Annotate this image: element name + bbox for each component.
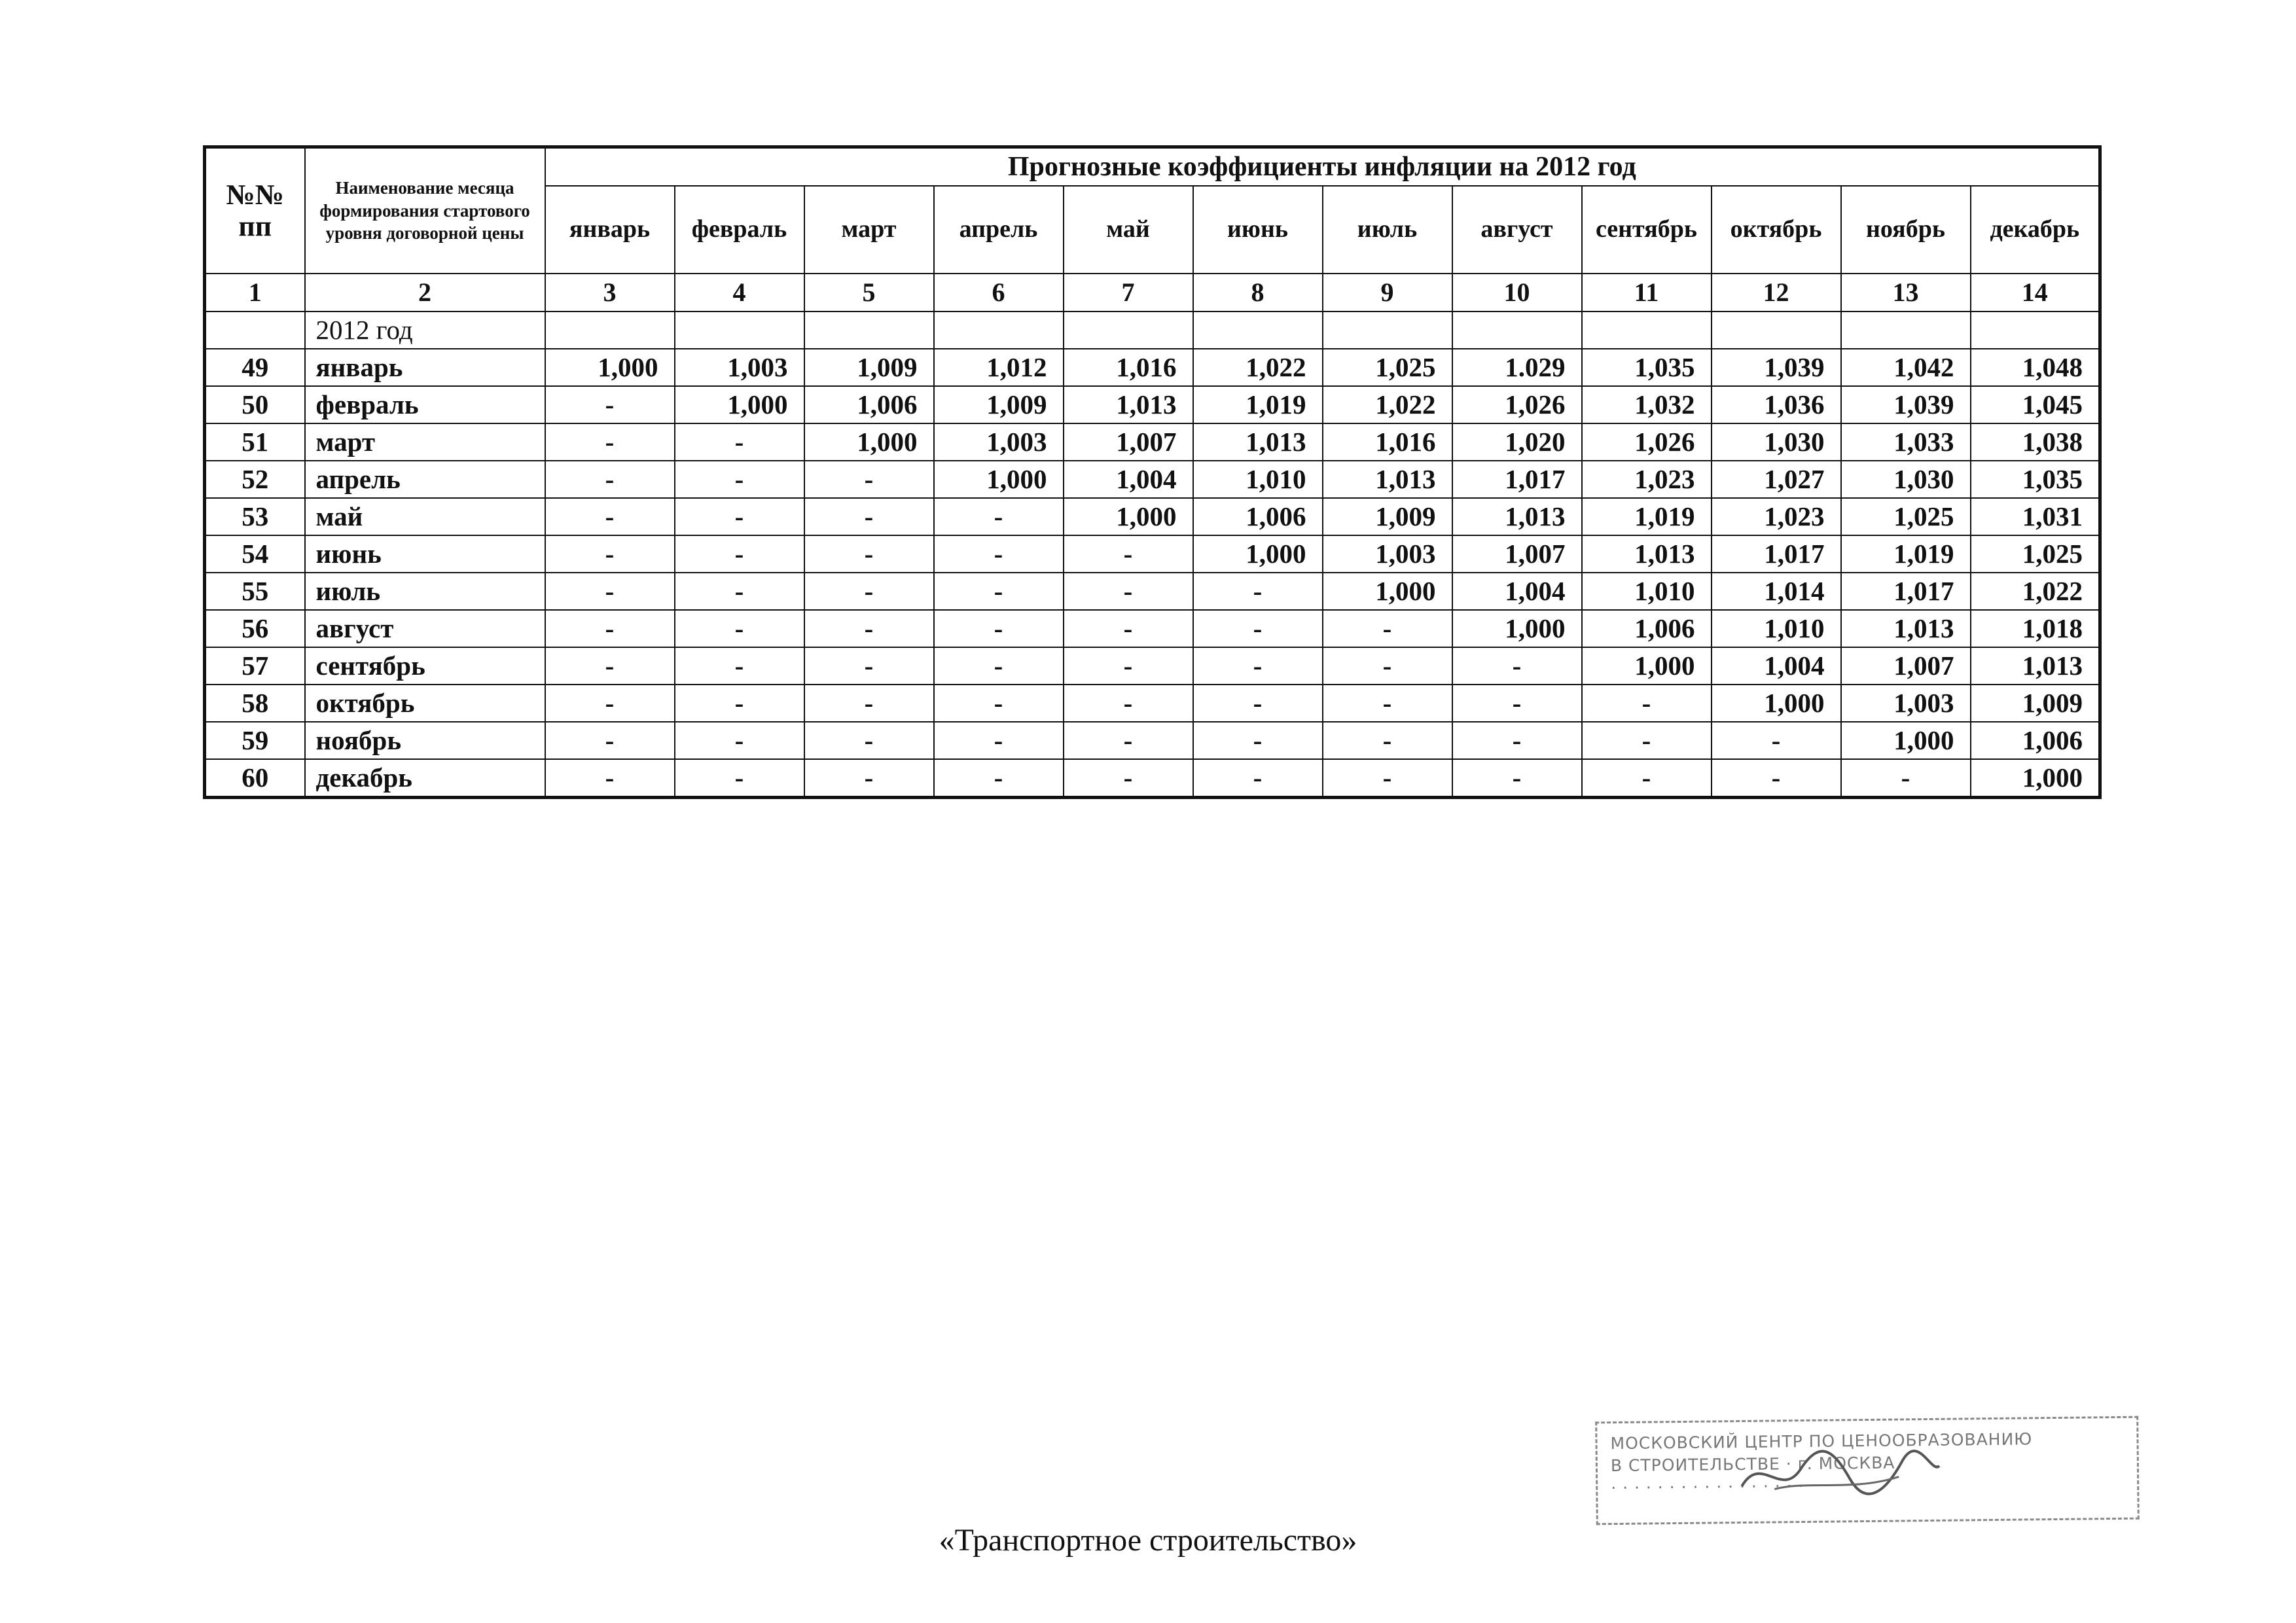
row-month-name: октябрь (305, 685, 545, 722)
coefficient-cell: - (804, 647, 934, 685)
coefficient-cell: 1,048 (1971, 349, 2100, 386)
coefficient-cell: 1,019 (1193, 386, 1323, 423)
coefficient-cell: 1,017 (1712, 535, 1841, 573)
coefficient-cell: - (1582, 722, 1712, 759)
table-row (205, 647, 2100, 685)
header-coefficients-group: Прогнозные коэффициенты инфляции на 2012 год (545, 147, 2100, 187)
coefficient-cell: 1,006 (1582, 610, 1712, 647)
coefficient-cell: - (804, 759, 934, 798)
coefficient-cell: 1,022 (1323, 386, 1452, 423)
coefficient-cell: - (1452, 722, 1582, 759)
header-num: №№ пп (205, 147, 305, 274)
coefficient-cell: 1,023 (1712, 498, 1841, 535)
row-number: 51 (205, 423, 305, 461)
column-number-cell: 9 (1323, 274, 1452, 312)
coefficient-cell: 1,009 (1971, 685, 2100, 722)
coefficient-cell: - (934, 647, 1064, 685)
row-month-name: июнь (305, 535, 545, 573)
coefficient-cell: 1,004 (1712, 647, 1841, 685)
coefficient-cell: - (804, 610, 934, 647)
coefficient-cell: - (1193, 647, 1323, 685)
row-month-name: июль (305, 573, 545, 610)
coefficient-cell: 1,027 (1712, 461, 1841, 498)
row-number: 54 (205, 535, 305, 573)
coefficient-cell: - (804, 722, 934, 759)
coefficient-cell: - (545, 386, 675, 423)
column-number-cell: 2 (305, 274, 545, 312)
coefficient-cell: - (675, 647, 804, 685)
coefficient-cell: - (545, 722, 675, 759)
coefficient-cell: 1,000 (675, 386, 804, 423)
coefficient-cell: - (675, 722, 804, 759)
coefficient-cell: 1,000 (1582, 647, 1712, 685)
coefficient-cell: - (675, 610, 804, 647)
coefficient-cell: - (545, 423, 675, 461)
coefficient-cell: - (675, 461, 804, 498)
year-empty-cell (1582, 312, 1712, 349)
row-number: 60 (205, 759, 305, 798)
coefficient-cell: 1,033 (1841, 423, 1971, 461)
coefficient-cell: - (1323, 647, 1452, 685)
coefficient-cell: - (675, 498, 804, 535)
column-number-cell: 4 (675, 274, 804, 312)
year-num-cell (205, 312, 305, 349)
year-empty-cell (934, 312, 1064, 349)
table-row (205, 685, 2100, 722)
coefficient-cell: 1,009 (934, 386, 1064, 423)
coefficient-cell: - (1323, 722, 1452, 759)
year-empty-cell (1193, 312, 1323, 349)
coefficient-cell: 1,000 (804, 423, 934, 461)
row-number: 50 (205, 386, 305, 423)
coefficient-cell: 1,000 (1841, 722, 1971, 759)
coefficient-cell: - (545, 647, 675, 685)
coefficient-cell: 1,004 (1064, 461, 1193, 498)
column-number-cell: 3 (545, 274, 675, 312)
header-month-12: декабрь (1971, 186, 2100, 274)
row-number: 58 (205, 685, 305, 722)
coefficient-cell: 1,022 (1193, 349, 1323, 386)
coefficient-cell: 1,006 (1971, 722, 2100, 759)
coefficient-cell: - (675, 759, 804, 798)
coefficient-cell: 1,032 (1582, 386, 1712, 423)
coefficient-cell: - (675, 423, 804, 461)
column-number-cell: 8 (1193, 274, 1323, 312)
coefficient-cell: 1,006 (804, 386, 934, 423)
coefficient-cell: 1,025 (1841, 498, 1971, 535)
coefficient-cell: - (934, 759, 1064, 798)
coefficient-cell: 1,016 (1064, 349, 1193, 386)
coefficient-cell: 1,007 (1064, 423, 1193, 461)
column-number-cell: 10 (1452, 274, 1582, 312)
table-row (205, 610, 2100, 647)
coefficient-cell: - (1193, 722, 1323, 759)
coefficient-cell: 1,000 (1323, 573, 1452, 610)
coefficient-cell: 1,038 (1971, 423, 2100, 461)
header-month-5: май (1064, 186, 1193, 274)
header-month-8: август (1452, 186, 1582, 274)
row-month-name: апрель (305, 461, 545, 498)
year-empty-cell (1064, 312, 1193, 349)
row-month-name: ноябрь (305, 722, 545, 759)
coefficient-cell: 1,006 (1193, 498, 1323, 535)
footer-title: «Транспортное строительство» (939, 1523, 1357, 1558)
row-month-name: март (305, 423, 545, 461)
coefficient-cell: - (545, 573, 675, 610)
coefficient-cell: 1,007 (1452, 535, 1582, 573)
coefficient-cell: 1,014 (1712, 573, 1841, 610)
coefficient-cell: 1,039 (1712, 349, 1841, 386)
coefficient-cell: 1,030 (1712, 423, 1841, 461)
coefficient-cell: 1,035 (1582, 349, 1712, 386)
coefficient-cell: 1,010 (1582, 573, 1712, 610)
year-empty-cell (1452, 312, 1582, 349)
coefficient-cell: 1,003 (1323, 535, 1452, 573)
coefficient-cell: - (545, 610, 675, 647)
coefficient-cell: 1,031 (1971, 498, 2100, 535)
coefficient-cell: - (675, 573, 804, 610)
coefficient-cell: - (934, 535, 1064, 573)
year-empty-cell (545, 312, 675, 349)
coefficient-cell: 1,009 (804, 349, 934, 386)
coefficient-cell: 1,003 (934, 423, 1064, 461)
coefficient-cell: - (1064, 722, 1193, 759)
row-number: 55 (205, 573, 305, 610)
coefficient-cell: - (934, 573, 1064, 610)
coefficient-cell: - (545, 759, 675, 798)
coefficient-cell: 1,000 (1193, 535, 1323, 573)
coefficient-cell: - (675, 685, 804, 722)
header-row-top (205, 147, 2100, 187)
coefficient-cell: - (1064, 573, 1193, 610)
coefficient-cell: 1,000 (1712, 685, 1841, 722)
coefficient-cell: 1,007 (1841, 647, 1971, 685)
coefficient-cell: - (1064, 759, 1193, 798)
coefficient-cell: 1,013 (1841, 610, 1971, 647)
coefficient-cell: - (1452, 759, 1582, 798)
table-row (205, 535, 2100, 573)
approval-stamp (1595, 1416, 2140, 1525)
inflation-coefficients-table (203, 145, 2102, 799)
coefficient-cell: 1,000 (545, 349, 675, 386)
coefficient-cell: 1,009 (1323, 498, 1452, 535)
coefficient-cell: 1,010 (1712, 610, 1841, 647)
table-row (205, 573, 2100, 610)
year-label: 2012 год (305, 312, 545, 349)
header-month-7: июль (1323, 186, 1452, 274)
header-month-6: июнь (1193, 186, 1323, 274)
table-row (205, 759, 2100, 798)
year-empty-cell (1971, 312, 2100, 349)
coefficient-cell: 1,004 (1452, 573, 1582, 610)
coefficient-cell: 1,013 (1452, 498, 1582, 535)
column-number-cell: 6 (934, 274, 1064, 312)
coefficient-cell: 1,017 (1841, 573, 1971, 610)
row-number: 56 (205, 610, 305, 647)
table-row (205, 386, 2100, 423)
table-row (205, 423, 2100, 461)
stamp-line: · · · · · · · · · · · · · · · · · (1611, 1476, 1804, 1497)
coefficient-cell: - (1582, 685, 1712, 722)
column-number-cell: 1 (205, 274, 305, 312)
coefficient-cell: 1,026 (1582, 423, 1712, 461)
coefficient-cell: - (804, 498, 934, 535)
row-month-name: январь (305, 349, 545, 386)
column-number-cell: 13 (1841, 274, 1971, 312)
coefficient-cell: 1,025 (1323, 349, 1452, 386)
row-number: 52 (205, 461, 305, 498)
coefficient-cell: - (934, 498, 1064, 535)
coefficient-cell: 1,026 (1452, 386, 1582, 423)
coefficient-cell: 1,020 (1452, 423, 1582, 461)
coefficient-cell: - (1712, 722, 1841, 759)
coefficient-cell: - (804, 461, 934, 498)
coefficient-cell: 1,003 (675, 349, 804, 386)
coefficient-cell: 1,045 (1971, 386, 2100, 423)
coefficient-cell: 1,018 (1971, 610, 2100, 647)
column-number-cell: 11 (1582, 274, 1712, 312)
coefficient-cell: 1.029 (1452, 349, 1582, 386)
coefficient-cell: - (1452, 685, 1582, 722)
year-empty-cell (804, 312, 934, 349)
coefficient-cell: - (545, 461, 675, 498)
column-numbers-row (205, 274, 2100, 312)
year-empty-cell (1712, 312, 1841, 349)
coefficient-cell: 1,017 (1452, 461, 1582, 498)
coefficient-cell: 1,016 (1323, 423, 1452, 461)
coefficient-cell: - (1841, 759, 1971, 798)
coefficient-cell: - (1582, 759, 1712, 798)
column-number-cell: 7 (1064, 274, 1193, 312)
coefficient-cell: 1,000 (934, 461, 1064, 498)
coefficient-cell: 1,013 (1971, 647, 2100, 685)
coefficient-cell: - (934, 685, 1064, 722)
row-month-name: сентябрь (305, 647, 545, 685)
table-row (205, 498, 2100, 535)
coefficient-cell: - (1323, 759, 1452, 798)
coefficient-cell: - (804, 535, 934, 573)
header-month-name: Наименование месяца формирования стартового уровня договорной цены (305, 147, 545, 274)
header-month-9: сентябрь (1582, 186, 1712, 274)
coefficient-cell: - (675, 535, 804, 573)
coefficient-cell: - (1323, 685, 1452, 722)
coefficient-cell: 1,013 (1193, 423, 1323, 461)
coefficient-cell: 1,003 (1841, 685, 1971, 722)
coefficient-cell: - (1064, 647, 1193, 685)
coefficient-cell: - (545, 685, 675, 722)
row-month-name: май (305, 498, 545, 535)
coefficient-cell: - (1064, 685, 1193, 722)
coefficient-cell: 1,012 (934, 349, 1064, 386)
coefficient-cell: 1,000 (1452, 610, 1582, 647)
row-number: 57 (205, 647, 305, 685)
table-body (205, 274, 2100, 798)
coefficient-cell: 1,000 (1064, 498, 1193, 535)
coefficient-cell: 1,022 (1971, 573, 2100, 610)
coefficient-cell: - (1193, 685, 1323, 722)
coefficient-cell: 1,000 (1971, 759, 2100, 798)
row-month-name: февраль (305, 386, 545, 423)
coefficient-cell: - (1323, 610, 1452, 647)
signature-icon (1735, 1438, 1945, 1506)
table-row (205, 461, 2100, 498)
coefficient-cell: - (1452, 647, 1582, 685)
coefficient-cell: - (804, 573, 934, 610)
year-row (205, 312, 2100, 349)
header-month-2: февраль (675, 186, 804, 274)
year-empty-cell (1323, 312, 1452, 349)
coefficient-cell: 1,013 (1582, 535, 1712, 573)
row-number: 53 (205, 498, 305, 535)
coefficient-cell: - (545, 535, 675, 573)
coefficient-cell: - (1064, 610, 1193, 647)
coefficient-cell: 1,010 (1193, 461, 1323, 498)
coefficient-cell: - (1193, 573, 1323, 610)
stamp-line: МОСКОВСКИЙ ЦЕНТР ПО ЦЕНООБРАЗОВАНИЮ (1610, 1429, 2033, 1454)
column-number-cell: 12 (1712, 274, 1841, 312)
row-month-name: декабрь (305, 759, 545, 798)
coefficient-cell: 1,025 (1971, 535, 2100, 573)
coefficient-cell: 1,036 (1712, 386, 1841, 423)
coefficient-cell: 1,039 (1841, 386, 1971, 423)
stamp-line: В СТРОИТЕЛЬСТВЕ · г. МОСКВА (1610, 1453, 1895, 1475)
coefficient-cell: 1,030 (1841, 461, 1971, 498)
coefficient-cell: - (804, 685, 934, 722)
coefficient-cell: - (934, 722, 1064, 759)
coefficient-cell: 1,013 (1323, 461, 1452, 498)
coefficient-cell: - (1712, 759, 1841, 798)
coefficient-cell: - (545, 498, 675, 535)
row-number: 59 (205, 722, 305, 759)
header-month-1: январь (545, 186, 675, 274)
coefficient-cell: - (1064, 535, 1193, 573)
header-month-11: ноябрь (1841, 186, 1971, 274)
coefficient-cell: - (1193, 610, 1323, 647)
header-month-3: март (804, 186, 934, 274)
column-number-cell: 5 (804, 274, 934, 312)
table-row (205, 349, 2100, 386)
coefficient-cell: 1,019 (1841, 535, 1971, 573)
header-month-10: октябрь (1712, 186, 1841, 274)
coefficient-cell: 1,019 (1582, 498, 1712, 535)
table-row (205, 722, 2100, 759)
coefficient-cell: 1,013 (1064, 386, 1193, 423)
column-number-cell: 14 (1971, 274, 2100, 312)
row-number: 49 (205, 349, 305, 386)
year-empty-cell (1841, 312, 1971, 349)
coefficient-cell: - (1193, 759, 1323, 798)
coefficient-cell: 1,035 (1971, 461, 2100, 498)
coefficient-cell: 1,042 (1841, 349, 1971, 386)
header-month-4: апрель (934, 186, 1064, 274)
coefficient-cell: - (934, 610, 1064, 647)
year-empty-cell (675, 312, 804, 349)
coefficient-cell: 1,023 (1582, 461, 1712, 498)
row-month-name: август (305, 610, 545, 647)
